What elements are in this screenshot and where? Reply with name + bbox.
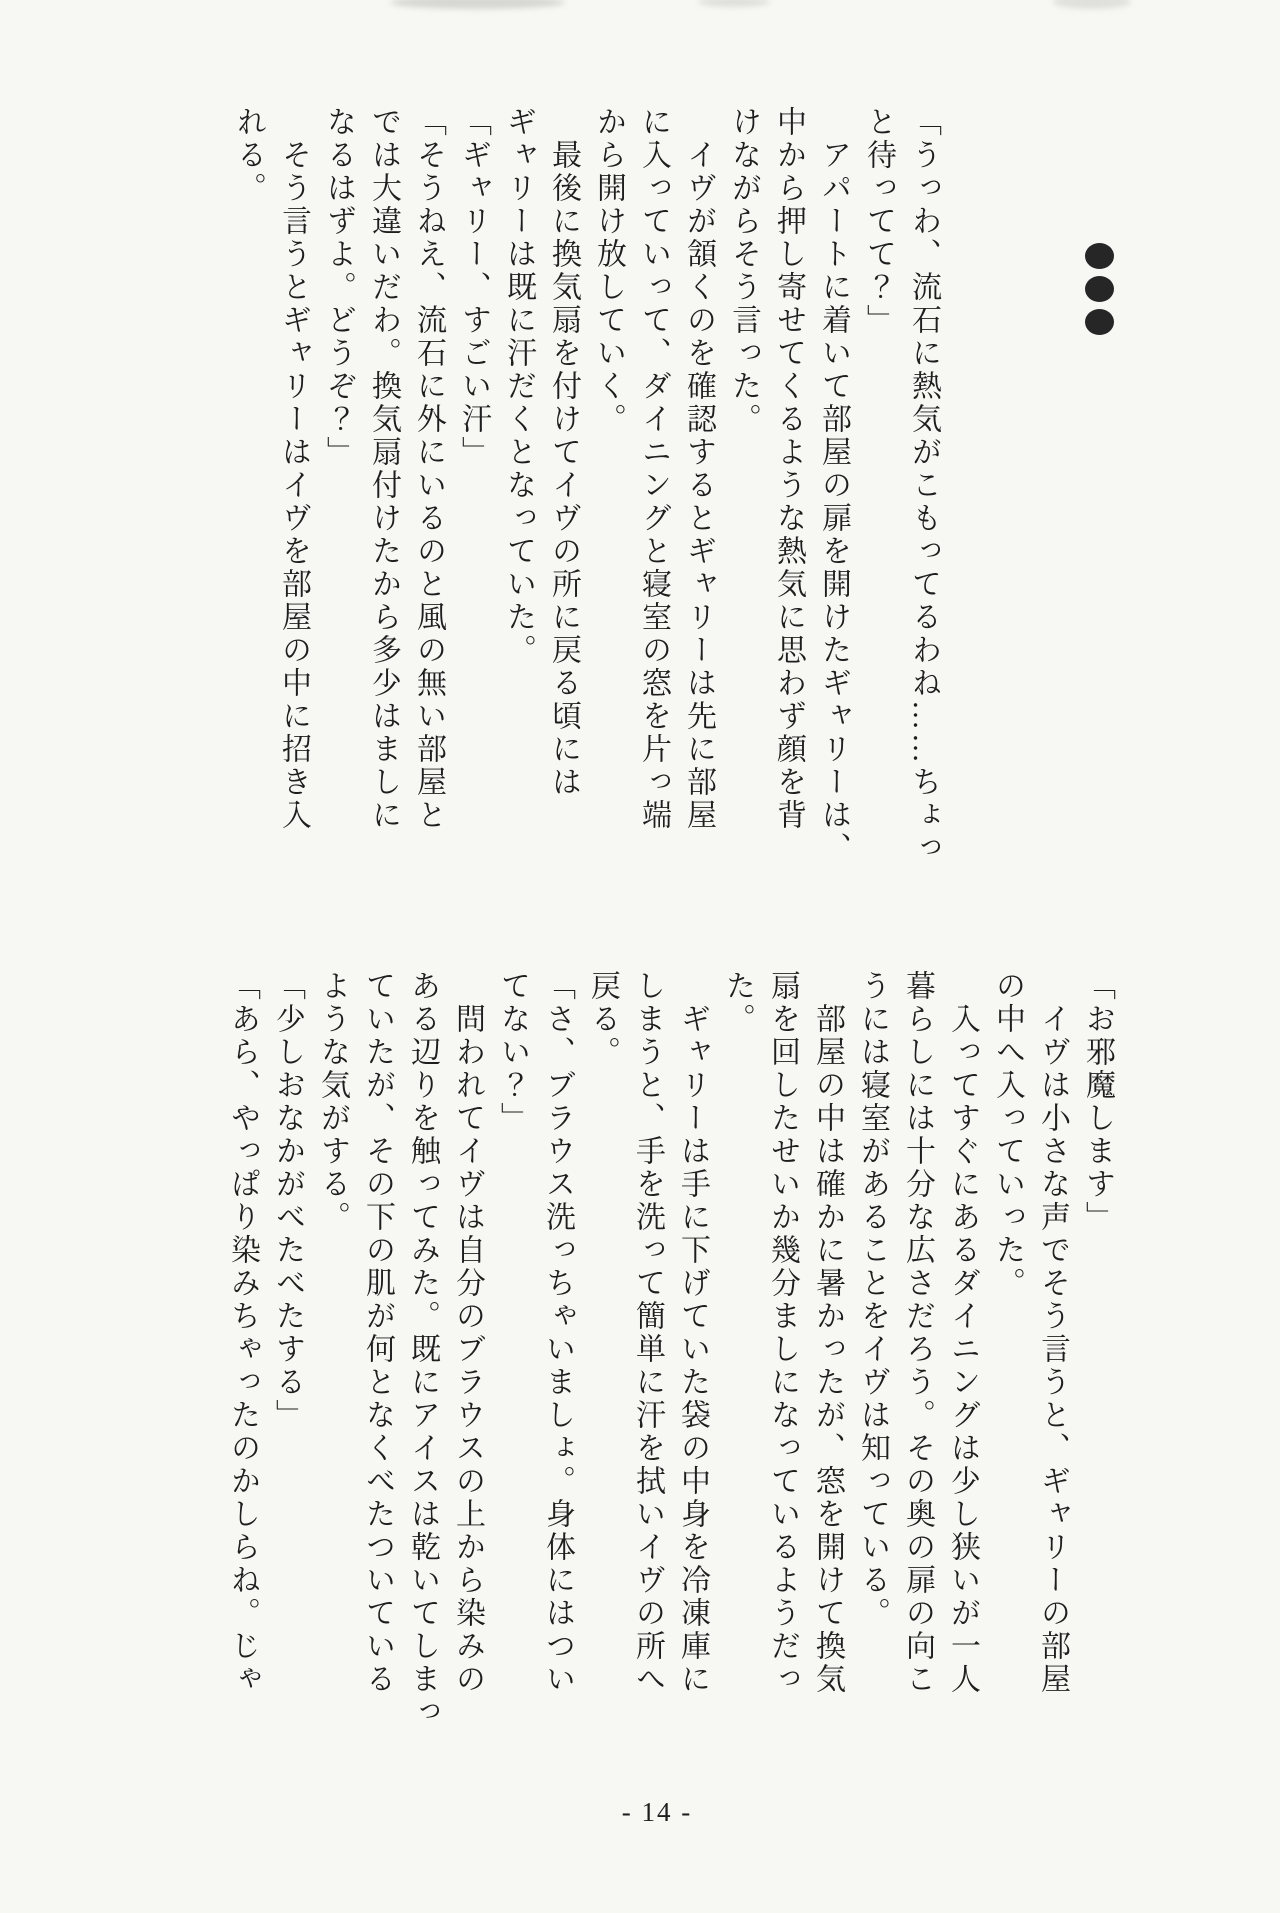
text-column: うには寝室があることをイヴは知っている。	[856, 970, 889, 1630]
text-column: 「お邪魔します」	[1081, 970, 1114, 1234]
text-column: 最後に換気扇を付けてイヴの所に戻る頃には	[547, 106, 580, 799]
page-number: - 14 -	[621, 1797, 693, 1827]
text-column: アパートに着いて部屋の扉を開けたギャリーは、	[817, 106, 850, 865]
text-column: 「ギャリー、すごい汗」	[457, 106, 490, 469]
text-column: では大違いだわ。換気扇付けたから多少はましに	[367, 106, 400, 832]
text-column: イヴが頷くのを確認するとギャリーは先に部屋	[682, 106, 715, 832]
text-column: しまうと、手を洗って簡単に汗を拭いイヴの所へ	[631, 970, 664, 1696]
text-column: 中から押し寄せてくるような熱気に思わず顔を背	[772, 106, 805, 832]
dot-icon	[1085, 243, 1114, 269]
text-column: れる。	[232, 106, 265, 205]
text-column: なるはずよ。どうぞ？」	[322, 106, 355, 469]
text-column: に入っていって、ダイニングと寝室の窓を片っ端	[637, 106, 670, 832]
text-column: ていたが、その下の肌が何となくべたついている	[361, 970, 394, 1696]
text-column: 部屋の中は確かに暑かったが、窓を開けて換気	[811, 970, 844, 1696]
text-column: 暮らしには十分な広さだろう。その奥の扉の向こ	[901, 970, 934, 1696]
text-column: た。	[721, 970, 754, 1036]
scan-artifact	[1053, 0, 1131, 9]
text-column: 「うっわ、流石に熱気がこもってるわね……ちょっ	[907, 106, 940, 865]
scan-artifact	[698, 0, 770, 7]
dot-icon	[1085, 309, 1114, 335]
text-column: けながらそう言った。	[727, 106, 760, 436]
text-column: ギャリーは既に汗だくとなっていた。	[502, 106, 535, 667]
bottom-text-block	[220, 970, 1120, 1752]
text-column: てない？」	[496, 970, 529, 1135]
scan-artifact	[390, 0, 565, 9]
text-column: の中へ入っていった。	[991, 970, 1024, 1300]
text-column: 「そうねえ、流石に外にいるのと風の無い部屋と	[412, 106, 445, 832]
text-column: ギャリーは手に下げていた袋の中身を冷凍庫に	[676, 970, 709, 1696]
text-column: イヴは小さな声でそう言うと、ギャリーの部屋	[1036, 970, 1069, 1696]
text-column: 問われてイヴは自分のブラウスの上から染みの	[451, 970, 484, 1696]
text-column: 戻る。	[586, 970, 619, 1069]
text-column: 「あら、やっぱり染みちゃったのかしらね。じゃ	[226, 970, 259, 1696]
text-column: 入ってすぐにあるダイニングは少し狭いが一人	[946, 970, 979, 1696]
text-column: と待ってて？」	[862, 106, 895, 337]
text-column: から開け放していく。	[592, 106, 625, 436]
text-column: ような気がする。	[316, 970, 349, 1234]
dot-icon	[1085, 276, 1114, 302]
text-column: 扇を回したせいか幾分ましになっているようだっ	[766, 970, 799, 1696]
section-divider-dots	[1085, 243, 1114, 342]
text-column: そう言うとギャリーはイヴを部屋の中に招き入	[277, 106, 310, 832]
text-column: 「さ、ブラウス洗っちゃいましょ。身体にはつい	[541, 970, 574, 1696]
top-text-block	[226, 106, 946, 888]
text-column: ある辺りを触ってみた。既にアイスは乾いてしまっ	[406, 970, 439, 1729]
text-column: 「少しおなかがべたべたする」	[271, 970, 304, 1432]
